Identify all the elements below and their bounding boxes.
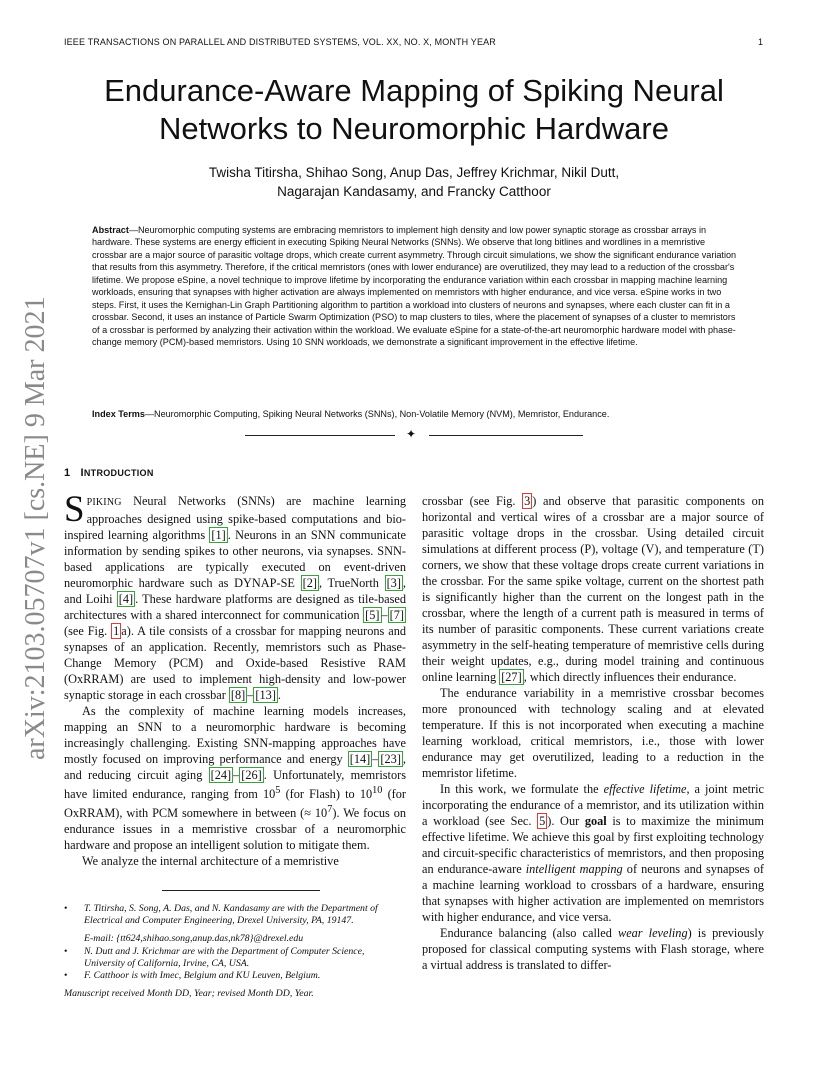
index-terms-text: —Neuromorphic Computing, Spiking Neural Networks (SNNs), Non-Volatile Memory (NVM), Memristor, Endurance. <box>144 409 610 419</box>
abstract-text: —Neuromorphic computing systems are embracing memristors to implement high density and low power synaptic storage as crossbar arrays in hardware. These systems are energy efficient in executing Spiking Neural Networks (SNNs). We observe that long bitlines and wordlines in a memristive crossbar are a major source of parasitic voltage drops, which create current asymmetry. Through circuit simulations, we show the significant endurance variation that results from this asymmetry. Therefore, if the critical memristors (ones with lower endurance) are overutilized, they may lead to a reduction of the crossbar's lifetime. We propose eSpine, a novel technique to improve lifetime by incorporating the endurance variation within each crossbar in mapping machine learning workloads, ensuring that synapses with higher activation are always implemented on memristors with higher endurance, and vice versa. eSpine works in two steps. First, it uses the Kernighan-Lin Graph Partitioning algorithm to partition a workload into clusters of neurons and synapses, where each cluster can fit in a crossbar. Second, it uses an instance of Particle Swarm Optimization (PSO) to map clusters to tiles, where the placement of synapses of a cluster to memristors of a crossbar is performed by analyzing their activation within the workload. We evaluate eSpine for a state-of-the-art neuromorphic hardware model with phase-change memory (PCM)-based memristors. Using 10 SNN workloads, we demonstrate a significant improvement in the effective lifetime. <box>92 225 737 348</box>
text-run: . Unfortunately, memristors have limited endurance, ranging from 10 <box>64 768 406 802</box>
text-run: (for Flash) to 10 <box>280 787 373 802</box>
lead-smallcaps: PIKING <box>86 497 122 508</box>
citation-link[interactable]: [7] <box>389 608 404 622</box>
text-run: of neurons and synapses of a machine learning workload to crossbars of a hardware, ensuring that synapses with higher activation are implemented on memristors with higher endurance, and vice versa. <box>422 862 764 924</box>
bullet-icon: • <box>64 945 68 957</box>
text-run: a). A tile consists of a crossbar for mapping neurons and synapses of an application. Recently, memristors such as Phase-Change Memory (PCM) and Oxide-based Resistive RAM (OxRRAM) are used to implement high-density and low-power synaptic storage in each crossbar <box>64 624 406 702</box>
footnote-item <box>64 946 406 970</box>
text-run: . These hardware platforms are designed as tile-based architectures with a shared interconnect for communication <box>64 592 407 622</box>
text-run: ). Our <box>547 814 585 828</box>
arxiv-stamp <box>20 290 51 760</box>
footnote-rule <box>162 890 320 891</box>
text-run: crossbar (see Fig. <box>422 494 523 508</box>
divider-ornament-icon: ✦ <box>406 427 417 441</box>
abstract <box>92 224 740 349</box>
footnote-email: E-mail: {tt624,shihao.song,anup.das,nk78}@drexel.edu <box>84 933 304 945</box>
citation-link[interactable]: [27] <box>501 670 522 684</box>
superscript: 5 <box>275 785 281 796</box>
index-terms <box>92 408 740 420</box>
paragraph <box>64 489 407 703</box>
text-run: , TrueNorth <box>318 576 385 590</box>
footnote-item <box>64 970 406 982</box>
text-run: As the complexity of machine learning models increases, mapping an SNN to a neuromorphic hardware is becoming increasingly challenging. Existing SNN-mapping approaches have mostly focused on improving performance and energy <box>64 704 406 766</box>
emphasis: intelligent mapping <box>525 862 623 876</box>
abstract-label: Abstract <box>92 225 129 235</box>
citation-link[interactable]: [23] <box>380 752 401 766</box>
text-run: (for OxRRAM), with PCM somewhere in between (≈ 10 <box>64 787 406 821</box>
paragraph: The endurance variability in a memristive crossbar becomes more pronounced with technology scaling and at elevated temperature. If this is not incorporated when executing a machine learning workload, critical memristors, i.e., those with lower endurance may get overutilized, leading to a reduction in the memristor lifetime. <box>422 686 764 780</box>
paragraph: We analyze the internal architecture of a memristive <box>82 854 339 869</box>
text-run: ). We focus on endurance issues in a memristive crossbar of a neuromorphic hardware and propose an intelligent solution to mitigate them. <box>64 806 406 853</box>
section-title-rest: NTRODUCTION <box>83 468 154 478</box>
title-line-2: Networks to Neuromorphic Hardware <box>159 111 669 146</box>
citation-link[interactable]: [1] <box>211 528 226 542</box>
paragraph <box>422 781 764 925</box>
citation-link[interactable]: [4] <box>118 592 134 606</box>
bold-term: goal <box>584 814 607 828</box>
footnotes <box>64 903 406 1000</box>
text-run: – <box>233 768 240 782</box>
text-run: (see Fig. <box>64 624 112 638</box>
section-heading <box>64 467 154 479</box>
figure-link[interactable]: 1 <box>113 624 120 638</box>
text-run: . <box>277 688 281 702</box>
arxiv-identifier: arXiv:2103.05707v1 [cs.NE] 9 Mar 2021 <box>20 296 51 760</box>
paragraph <box>64 703 406 853</box>
citation-link[interactable]: [2] <box>302 576 317 590</box>
footnote-text: T. Titirsha, S. Song, A. Das, and N. Kandasamy are with the Department of Electrical and Computer Engineering, Drexel University, PA, 19147. <box>84 903 378 927</box>
text-run: is to maximize the minimum effective lifetime. We achieve this goal by first exploiting technology and circuit-specific characteristics of memristors, and then proposing an endurance-aware <box>422 814 764 876</box>
authors-line-2: Nagarajan Kandasamy, and Francky Catthoor <box>277 184 551 199</box>
section-title-initial: I <box>80 467 84 479</box>
citation-link[interactable]: [26] <box>241 768 262 782</box>
superscript: 10 <box>372 785 383 796</box>
text-run: ) and observe that parasitic components on horizontal and vertical wires of a crossbar are a major source of parasitic voltage drops in the crossbar. Using detailed circuit simulations at different process (P), voltage (V), and temperature (T) corners, we show that these voltage drops create current variations in the crossbar. For the same spike voltage, current on the shortest path is significantly higher than the current on the longest path in the crossbar, where the length of a current path is measured in terms of its number of parasitic components. These current variations create asymmetry in the self-heating temperature of memristive cells during their weight updates, e.g., during model training and continuous online learning <box>422 494 764 684</box>
text-run: Neural Networks (SNNs) are machine learning approaches designed using spike-based computations and bio-inspired learning algorithms <box>64 494 406 542</box>
divider-line-right <box>429 435 583 436</box>
text-run: – <box>247 688 254 702</box>
manuscript-note: Manuscript received Month DD, Year; revised Month DD, Year. <box>64 988 314 1000</box>
text-run: ) is previously proposed for classical computing systems with Flash storage, where a virtual address is translated to differ- <box>422 926 764 972</box>
index-terms-label: Index Terms <box>92 409 145 419</box>
text-run: . Neurons in an SNN communicate information by sending spikes to other neurons, via synapses. SNN-based applications are typically executed on event-driven neuromorphic hardware such as DYNAP-SE <box>64 528 406 590</box>
citation-link[interactable]: [8] <box>230 688 246 702</box>
citation-link[interactable]: [5] <box>365 608 380 622</box>
footnote-text: N. Dutt and J. Krichmar are with the Department of Computer Science, University of California, Irvine, CA, USA. <box>84 945 365 969</box>
paragraph <box>422 925 764 973</box>
title-line-1: Endurance-Aware Mapping of Spiking Neural <box>104 73 724 108</box>
drop-cap: S <box>64 489 85 530</box>
citation-link[interactable]: [13] <box>255 688 276 702</box>
text-run: , a joint metric incorporating the endurance of a memristor, and its utilization within a workload (see Sec. <box>422 782 764 828</box>
running-header: IEEE TRANSACTIONS ON PARALLEL AND DISTRIBUTED SYSTEMS, VOL. XX, NO. X, MONTH YEAR <box>64 37 496 47</box>
bullet-icon: • <box>64 970 68 982</box>
paragraph <box>422 493 764 685</box>
divider-line-left <box>245 435 395 436</box>
citation-link[interactable]: [14] <box>349 752 371 766</box>
bullet-icon: • <box>64 903 68 914</box>
footnote-text: F. Catthoor is with Imec, Belgium and KU Leuven, Belgium. <box>84 970 321 982</box>
emphasis: effective lifetime <box>603 782 687 796</box>
authors-line-1: Twisha Titirsha, Shihao Song, Anup Das, Jeffrey Krichmar, Nikil Dutt, <box>208 165 620 180</box>
figure-link[interactable]: 3 <box>524 494 531 508</box>
section-link[interactable]: 5 <box>539 814 546 828</box>
paper-title <box>60 72 768 148</box>
text-run: – <box>381 608 388 622</box>
text-run: – <box>372 752 379 766</box>
citation-link[interactable]: [3] <box>386 576 401 590</box>
text-run: In this work, we formulate the <box>440 782 604 796</box>
emphasis: wear leveling <box>618 926 688 940</box>
text-run: Endurance balancing (also called <box>440 926 618 940</box>
text-run: , and Loihi <box>64 576 406 606</box>
superscript: 7 <box>327 804 333 816</box>
page-number: 1 <box>758 37 764 47</box>
body-column-right <box>422 493 764 973</box>
footnote-item <box>64 903 406 927</box>
citation-link[interactable]: [24] <box>210 768 232 782</box>
section-divider <box>245 427 583 442</box>
section-number: 1 <box>64 467 71 479</box>
text-run: , and reducing circuit aging <box>64 752 406 782</box>
body-column-left <box>64 489 407 869</box>
text-run: , which directly influences their endurance. <box>523 670 737 684</box>
author-list <box>60 163 768 201</box>
